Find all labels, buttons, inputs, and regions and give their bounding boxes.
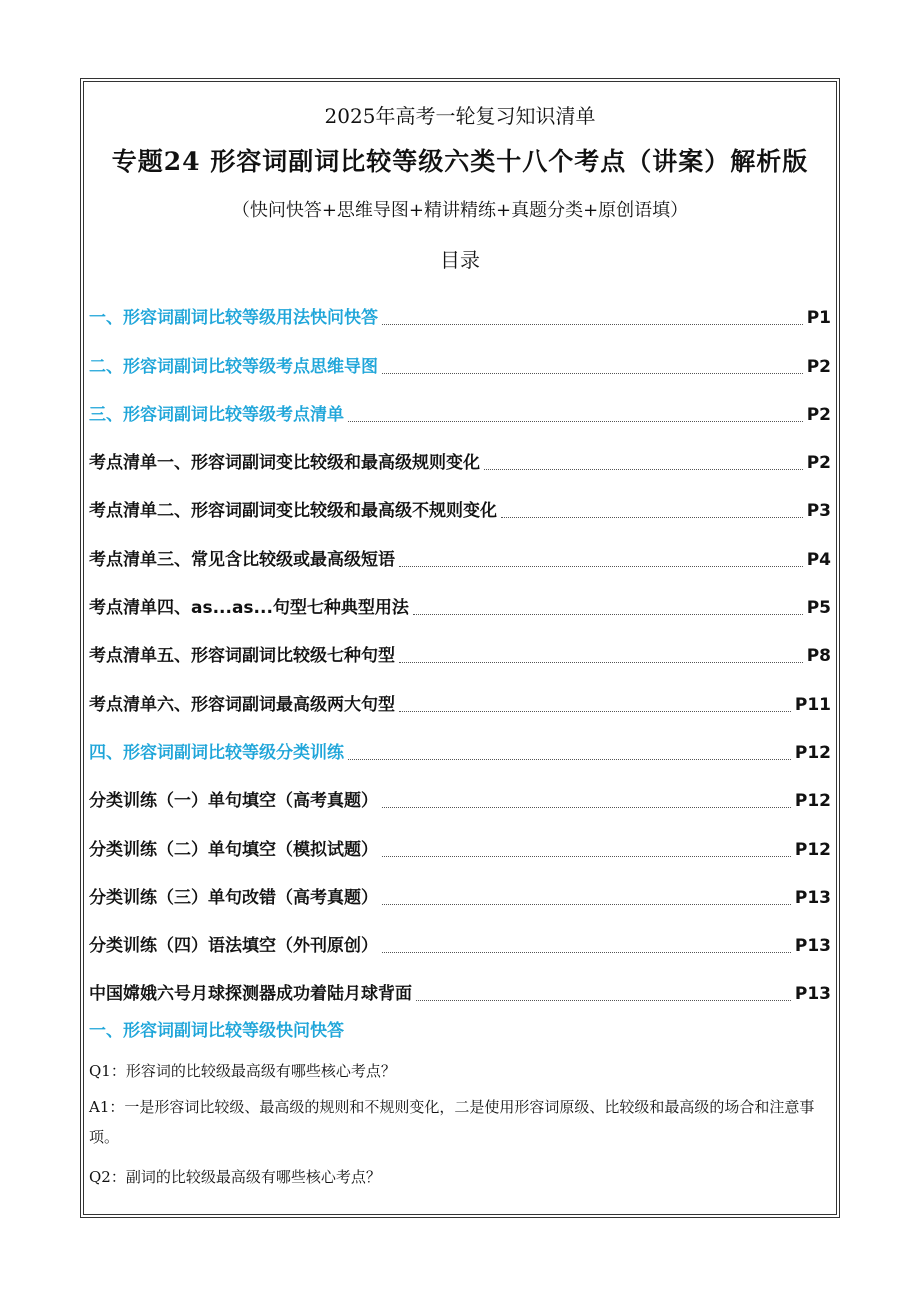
toc-entry-label: 分类训练（一）单句填空（高考真题） (89, 791, 378, 812)
toc-leader-dots (399, 661, 803, 663)
toc-page-number: P8 (806, 646, 831, 667)
toc-leader-dots (382, 323, 803, 325)
section-heading: 一、形容词副词比较等级快问快答 (89, 1021, 344, 1041)
toc-entry-label: 三、形容词副词比较等级考点清单 (89, 404, 344, 425)
toc-page-number: P2 (806, 356, 831, 377)
toc-entry[interactable] (89, 821, 831, 869)
toc-leader-dots (382, 903, 791, 905)
table-of-contents (89, 290, 831, 1014)
toc-entry[interactable] (89, 676, 831, 724)
toc-entry-label: 考点清单三、常见含比较级或最高级短语 (89, 549, 395, 570)
toc-entry[interactable] (89, 387, 831, 435)
toc-leader-dots (413, 613, 803, 615)
toc-heading: 目录 (440, 248, 480, 272)
toc-page-number: P2 (806, 453, 831, 474)
toc-leader-dots (399, 565, 803, 567)
toc-leader-dots (382, 806, 791, 808)
toc-leader-dots (501, 516, 803, 518)
toc-entry[interactable] (89, 290, 831, 338)
toc-page-number: P13 (794, 936, 831, 957)
toc-entry-label: 考点清单六、形容词副词最高级两大句型 (89, 694, 395, 715)
toc-page-number: P1 (806, 308, 831, 329)
toc-entry-label: 考点清单二、形容词副词变比较级和最高级不规则变化 (89, 501, 497, 522)
toc-page-number: P12 (794, 791, 831, 812)
toc-entry-label: 分类训练（二）单句填空（模拟试题） (89, 839, 378, 860)
toc-leader-dots (348, 758, 791, 760)
toc-page-number: P5 (806, 598, 831, 619)
toc-entry-label: 考点清单四、as...as...句型七种典型用法 (89, 598, 409, 619)
toc-leader-dots (382, 855, 791, 857)
question-2: Q2：副词的比较级最高级有哪些核心考点？ (89, 1168, 381, 1186)
toc-page-number: P3 (806, 501, 831, 522)
toc-page-number: P12 (794, 839, 831, 860)
toc-page-number: P13 (794, 984, 831, 1005)
question-1: Q1：形容词的比较级最高级有哪些核心考点？ (89, 1062, 396, 1080)
toc-leader-dots (484, 468, 803, 470)
toc-page-number: P11 (794, 694, 831, 715)
toc-entry[interactable] (89, 338, 831, 386)
toc-page-number: P2 (806, 404, 831, 425)
toc-entry[interactable] (89, 435, 831, 483)
toc-entry[interactable] (89, 531, 831, 579)
toc-entry[interactable] (89, 966, 831, 1014)
toc-entry[interactable] (89, 483, 831, 531)
toc-entry-label: 考点清单五、形容词副词比较级七种句型 (89, 646, 395, 667)
toc-entry-label: 考点清单一、形容词副词变比较级和最高级规则变化 (89, 453, 480, 474)
toc-entry-label: 四、形容词副词比较等级分类训练 (89, 742, 344, 763)
toc-page-number: P4 (806, 549, 831, 570)
toc-leader-dots (382, 372, 803, 374)
series-title: 2025年高考一轮复习知识清单 (324, 104, 596, 128)
toc-leader-dots (348, 420, 803, 422)
subtitle: （快问快答+思维导图+精讲精练+真题分类+原创语填） (231, 200, 689, 221)
toc-entry-label: 二、形容词副词比较等级考点思维导图 (89, 356, 378, 377)
toc-entry-label: 分类训练（三）单句改错（高考真题） (89, 887, 378, 908)
toc-entry[interactable] (89, 870, 831, 918)
toc-entry-label: 中国嫦娥六号月球探测器成功着陆月球背面 (89, 984, 412, 1005)
toc-leader-dots (382, 951, 791, 953)
toc-entry[interactable] (89, 918, 831, 966)
answer-1: A1：一是形容词比较级、最高级的规则和不规则变化，二是使用形容词原级、比较级和最高级的场合和注意事项。 (89, 1098, 815, 1146)
toc-entry[interactable] (89, 773, 831, 821)
toc-entry[interactable] (89, 580, 831, 628)
toc-entry[interactable] (89, 725, 831, 773)
toc-entry[interactable] (89, 628, 831, 676)
page-title: 专题24 形容词副词比较等级六类十八个考点（讲案）解析版 (111, 147, 809, 176)
toc-page-number: P12 (794, 742, 831, 763)
toc-entry-label: 一、形容词副词比较等级用法快问快答 (89, 308, 378, 329)
toc-page-number: P13 (794, 887, 831, 908)
toc-entry-label: 分类训练（四）语法填空（外刊原创） (89, 936, 378, 957)
toc-leader-dots (416, 999, 791, 1001)
toc-leader-dots (399, 710, 791, 712)
